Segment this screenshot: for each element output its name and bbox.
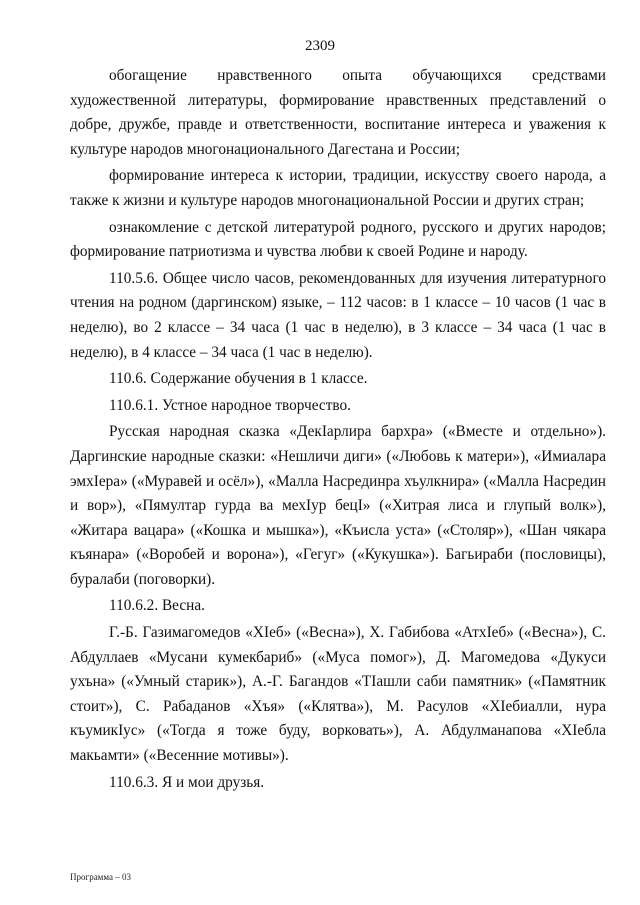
paragraph: ознакомление с детской литературой родного, русского и других народов; формирование патриотизма и чувства любви к своей Родине и народу. [70, 218, 606, 261]
paragraph: Русская народная сказка «ДекIарлира бархра» («Вместе и отдельно»). Даргинские народные сказки: «Нешличи диги» («Любовь к матери»), «Имиалара эмхIера» («Муравей и осёл»), «Малла Насрединра хъулкнира» («Малла Насредин и вор»), «Пямултар гурда ва мехIур бецI» («Хитрая лиса и глупый волк»), «Житара вацара» («Кошка и мышка»), «Къисла уста» («Столяр»), «Шан чякара къянара» («Воробей и ворона»), «Гегуг» («Кукушка»). Багьираби (пословицы), буралаби (поговорки). [70, 423, 606, 588]
subsection-heading: 110.6.3. Я и мои друзья. [109, 773, 265, 791]
paragraph: 110.5.6. Общее число часов, рекомендованных для изучения литературного чтения на родном (даргинском) языке, – 112 часов: в 1 классе – 10 часов (1 час в неделю), во 2 классе – 34 часа (1 час в неделю), в 3 классе – 34 часа (1 час в неделю), в 4 классе – 34 часа (1 час в неделю). [70, 269, 606, 361]
footer-label: Программа – 03 [70, 872, 132, 882]
subsection-heading: 110.6.1. Устное народное творчество. [109, 396, 351, 414]
subsection-heading: 110.6.2. Весна. [109, 597, 205, 615]
paragraph: обогащение нравственного опыта обучающихся средствами художественной литературы, формирование нравственных представлений о добре, дружбе, правде и ответственности, воспитание интереса и уважения к культуре народов многонационального Дагестана и России; [70, 67, 606, 158]
paragraph: формирование интереса к истории, традиции, искусству своего народа, а также к жизни и культуре народов многонациональной России и других стран; [70, 167, 606, 209]
page-body [70, 64, 606, 797]
section-heading: 110.6. Содержание обучения в 1 классе. [109, 370, 368, 388]
page-number: 2309 [305, 38, 335, 54]
paragraph: Г.-Б. Газимагомедов «ХIеб» («Весна»), Х. Габибова «АтхIеб» («Весна»), С. Абдуллаев «Мусани кумекбариб» («Муса помог»), Д. Магомедова «Дукуси ухъна» («Умный старик»), А.-Г. Багандов «ТIашли саби памятник» («Памятник стоит»), С. Рабаданов «Хъя» («Клятва»), М. Расулов «ХIебиалли, нура къумикIус» («Тогда я тоже буду, ворковать»), А. Абдулманапова «ХIебла макьамти» («Весенние мотивы»). [70, 624, 606, 765]
